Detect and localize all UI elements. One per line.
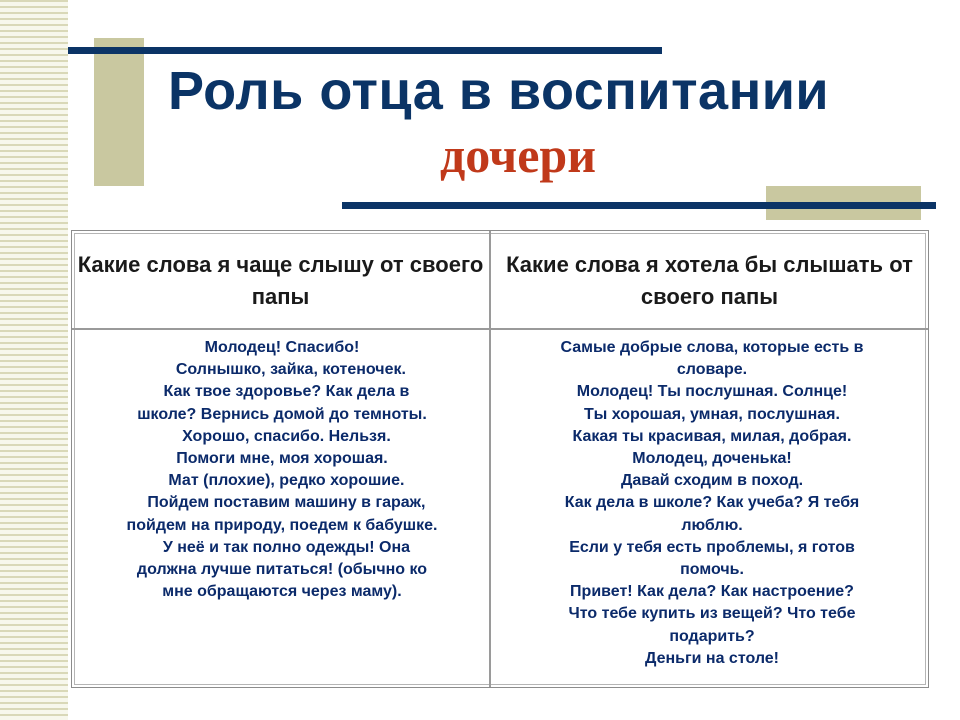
decorative-line-bottom bbox=[342, 202, 936, 209]
text-line: должна лучше питаться! (обычно ко bbox=[136, 561, 428, 579]
text-line: Давай сходим в поход. bbox=[620, 472, 804, 490]
text-line: Пойдем поставим машину в гараж, bbox=[138, 494, 426, 512]
text-line: мне обращаются через маму). bbox=[162, 583, 402, 601]
text-line: люблю. bbox=[681, 516, 743, 534]
text-line: Молодец! Спасибо! bbox=[204, 339, 360, 356]
text-line: Самые добрые слова, которые есть в bbox=[560, 339, 864, 356]
text-line: Как твое здоровье? Как дела в bbox=[154, 383, 410, 401]
text-line: помочь. bbox=[680, 561, 744, 579]
text-line: Молодец! Ты послушная. Солнце! bbox=[576, 383, 848, 401]
text-line: Молодец, доченька! bbox=[632, 450, 792, 468]
table-cell-heard-words bbox=[92, 337, 472, 603]
text-line: Ты хорошая, умная, послушная. bbox=[584, 405, 840, 423]
text-line: Что тебе купить из вещей? Что тебе bbox=[568, 605, 856, 623]
text-line: Как дела в школе? Как учеба? Я тебя bbox=[564, 494, 860, 512]
text-line: словаре. bbox=[676, 361, 748, 379]
slide-title: Роль отца в воспитании bbox=[168, 61, 830, 121]
text-line: Если у тебя есть проблемы, я готов bbox=[569, 538, 855, 556]
text-line: подарить? bbox=[669, 627, 755, 645]
text-line: пойдем на природу, поедем к бабушке. bbox=[126, 516, 438, 534]
table-header-heard-words: Какие слова я чаще слышу от своего папы bbox=[77, 252, 484, 309]
decorative-line-top bbox=[68, 47, 662, 54]
left-stripe-decoration bbox=[0, 0, 68, 720]
text-line: Деньги на столе! bbox=[644, 649, 780, 667]
text-line: Солнышко, зайка, котеночек. bbox=[158, 361, 406, 379]
text-line: Помоги мне, моя хорошая. bbox=[176, 450, 388, 468]
text-line: У неё и так полно одежды! Она bbox=[153, 538, 411, 556]
decorative-square-left bbox=[94, 38, 144, 186]
table-header-wanted-words: Какие слова я хотела бы слышать от своего папы bbox=[506, 252, 913, 309]
text-line: Хорошо, спасибо. Нельзя. bbox=[173, 427, 391, 445]
table-row-divider bbox=[72, 328, 928, 330]
text-line: Мат (плохие), редко хорошие. bbox=[159, 472, 405, 490]
text-line: Какая ты красивая, милая, добрая. bbox=[572, 427, 852, 445]
comparison-table bbox=[71, 230, 929, 688]
slide-subtitle: дочери bbox=[440, 127, 597, 183]
text-line: школе? Вернись домой до темноты. bbox=[137, 405, 427, 423]
text-line: Привет! Как дела? Как настроение? bbox=[570, 583, 854, 601]
table-cell-wanted-words bbox=[512, 337, 912, 670]
